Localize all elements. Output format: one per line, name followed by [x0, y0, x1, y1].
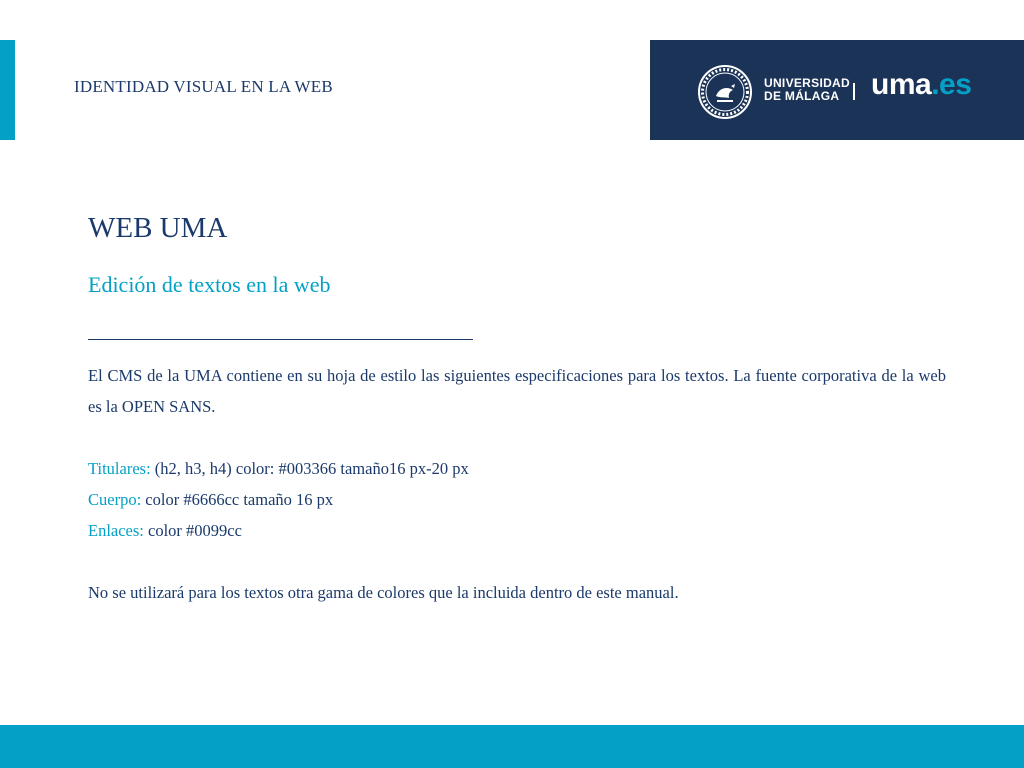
- spec-line-titulares: [88, 453, 946, 484]
- university-name-line2: DE MÁLAGA: [764, 89, 840, 103]
- spec-value: (h2, h3, h4) color: #003366 tamaño16 px-20 px: [154, 459, 469, 478]
- page-title: WEB UMA: [88, 212, 228, 244]
- university-logo-panel: [650, 40, 1024, 140]
- uma-es-logo: [871, 68, 971, 102]
- closing-note: No se utilizará para los textos otra gama de colores que la incluida dentro de este manual.: [88, 583, 679, 602]
- spec-line-enlaces: [88, 515, 946, 546]
- spec-line-cuerpo: [88, 484, 946, 515]
- intro-paragraph: El CMS de la UMA contiene en su hoja de estilo las siguientes especificaciones para los textos. La fuente corporativa de la web es la OPEN SANS.: [88, 366, 946, 416]
- spec-value: color #6666cc tamaño 16 px: [145, 490, 334, 509]
- logo-divider: [853, 83, 855, 100]
- title-divider: [88, 339, 473, 340]
- uma-logo-text: uma: [871, 68, 932, 101]
- spec-value: color #0099cc: [148, 521, 242, 540]
- university-name-line1: UNIVERSIDAD: [764, 76, 850, 90]
- spec-label: Enlaces:: [88, 521, 144, 540]
- section-title: IDENTIDAD VISUAL EN LA WEB: [74, 77, 333, 96]
- spec-label: Cuerpo:: [88, 490, 142, 509]
- page-subtitle: Edición de textos en la web: [88, 272, 331, 297]
- university-seal-icon: [697, 64, 753, 120]
- left-accent-bar: [0, 40, 15, 140]
- es-logo-text: .es: [931, 68, 972, 101]
- footer-bar: [0, 725, 1024, 768]
- university-name: [764, 77, 850, 103]
- spec-label: Titulares:: [88, 459, 151, 478]
- body-content: [88, 360, 946, 608]
